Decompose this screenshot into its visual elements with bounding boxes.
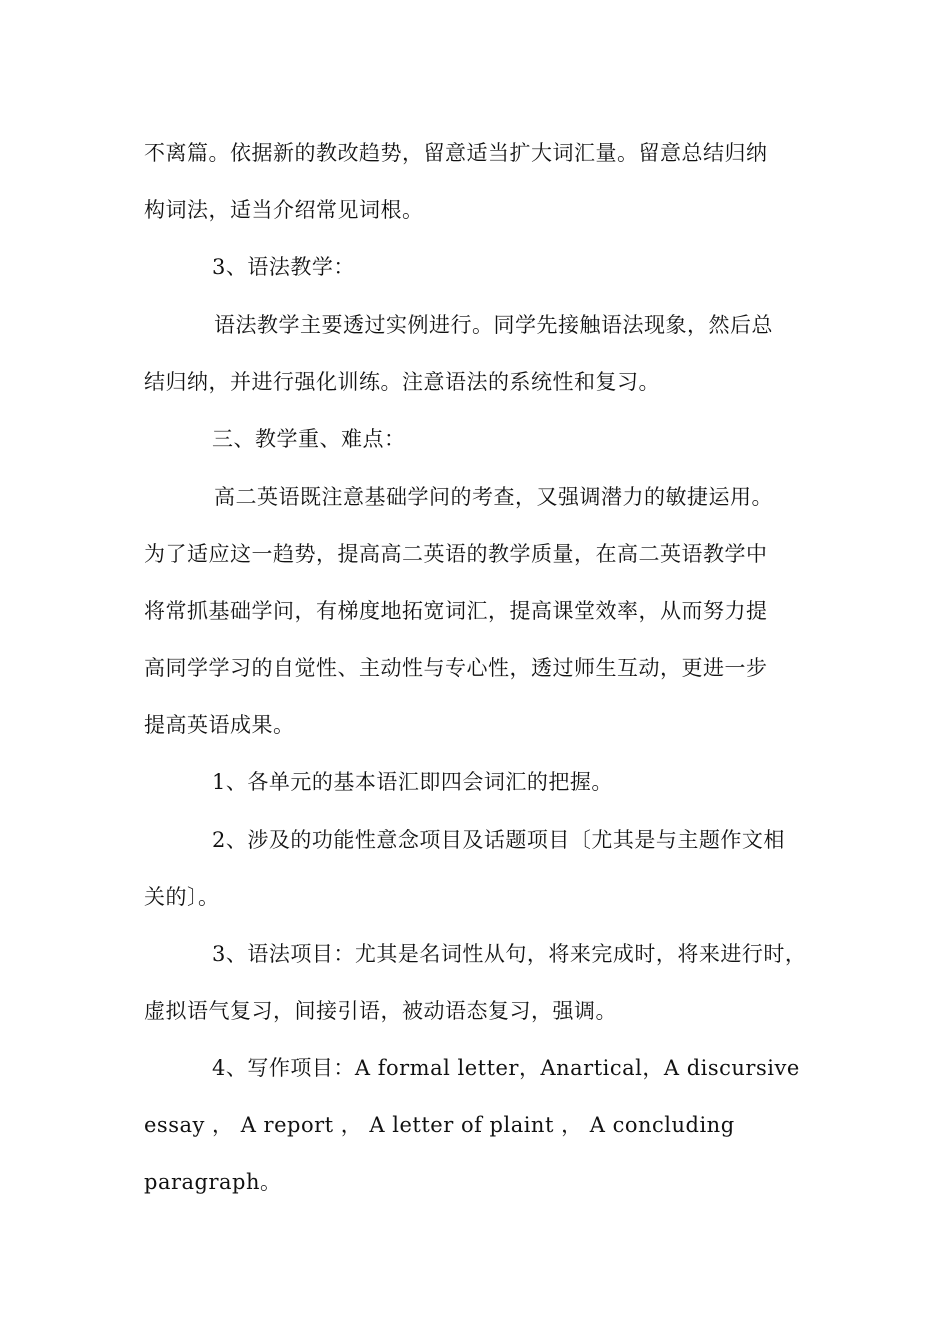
paragraph-line: 将常抓基础学问，有梯度地拓宽词汇，提高课堂效率，从而努力提	[144, 599, 768, 623]
section-heading: 3、语法教学：	[212, 255, 355, 279]
paragraph-line: 不离篇。依据新的教改趋势，留意适当扩大词汇量。留意总结归纳	[144, 141, 768, 165]
list-item-line: 4、写作项目：A formal letter，Anartical，A discursive	[212, 1056, 800, 1080]
list-item-line: 关的〕。	[144, 885, 220, 909]
list-item-line: 1、各单元的基本语汇即四会词汇的把握。	[212, 770, 613, 794]
section-heading: 三、教学重、难点：	[212, 427, 406, 451]
list-item-line: 虚拟语气复习，间接引语，被动语态复习，强调。	[144, 999, 617, 1023]
paragraph-line: 语法教学主要透过实例进行。同学先接触语法现象，然后总	[214, 313, 773, 337]
list-item-line: 2、涉及的功能性意念项目及话题项目〔尤其是与主题作文相	[212, 828, 785, 852]
paragraph-line: 提高英语成果。	[144, 713, 295, 737]
paragraph-line: 高二英语既注意基础学问的考查，又强调潜力的敏捷运用。	[214, 485, 773, 509]
paragraph-line: 结归纳，并进行强化训练。注意语法的系统性和复习。	[144, 370, 660, 394]
paragraph-line: 高同学学习的自觉性、主动性与专心性，透过师生互动，更进一步	[144, 656, 768, 680]
list-item-line: essay ， A report ， A letter of plaint ， A concluding	[144, 1113, 735, 1137]
list-item-line: 3、语法项目：尤其是名词性从句，将来完成时，将来进行时，	[212, 942, 807, 966]
paragraph-line: 构词法，适当介绍常见词根。	[144, 198, 424, 222]
paragraph-line: 为了适应这一趋势，提高高二英语的教学质量，在高二英语教学中	[144, 542, 768, 566]
list-item-line: paragraph。	[144, 1170, 282, 1194]
